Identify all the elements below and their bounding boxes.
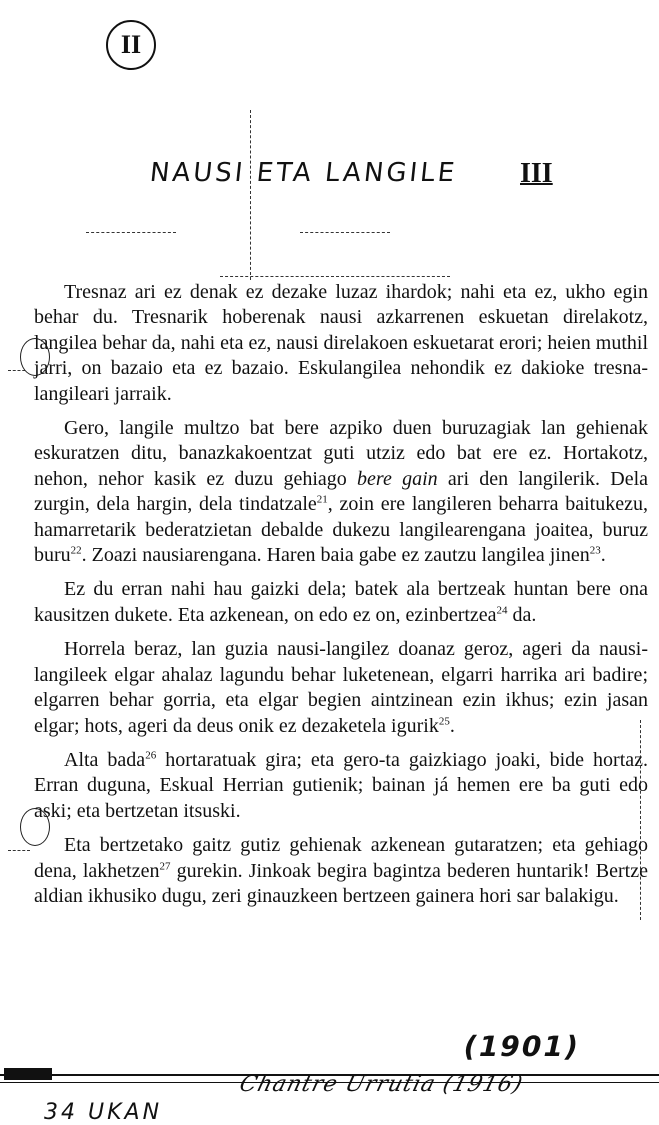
guide-mark	[250, 110, 251, 280]
handwritten-signature: Chantre Urrutia (1916)	[236, 1072, 526, 1097]
footnote-marker: 21	[316, 493, 328, 506]
guide-mark	[8, 850, 30, 851]
guide-mark	[300, 232, 390, 233]
footnote-marker: 22	[70, 544, 82, 557]
footnote-marker: 25	[438, 714, 450, 727]
circled-numeral	[106, 20, 156, 70]
handwritten-year: (1901)	[460, 1030, 584, 1063]
footnote-marker: 27	[159, 859, 171, 872]
footnote-marker: 23	[589, 544, 601, 557]
italic-phrase: bere gain	[357, 467, 438, 490]
paragraph: Eta bertzetako gaitz gutiz gehienak azkenean gutaratzen; eta gehiago dena, lakhetzen$^{27}$ gurekin. Jinkoak begira bagintza bederen huntarik! Bertze aldian ikhusiko dugu, zeri ginauzkeen bertzeen gainera hori sar balakigu.	[34, 834, 648, 907]
footnote-marker: 26	[145, 749, 157, 762]
paragraph: Ez du erran nahi hau gaizki dela; batek ala bertzeak huntan bere ona kausitzen dukete. Eta azkenean, on edo ez on, ezinbertzea$^{24}$ da.	[34, 578, 648, 626]
guide-mark	[220, 276, 450, 277]
circled-numeral-text: II	[120, 30, 142, 59]
section-numeral: III	[520, 158, 553, 189]
document-body	[34, 280, 648, 909]
footer-line: 34 UKAN	[44, 1100, 163, 1125]
footnote-marker: 24	[496, 604, 508, 617]
paragraph: Gero, langile multzo bat bere azpiko duen buruzagiak lan gehienak eskuratzen ditu, banazkakoentzat guti utziz edo bat ere ez. Hortakotz, nehon, nehor kasik ez duzu gehiago bere gain ari den langilerik. Dela zurgin, dela hargin, dela tindatzale$^{21}$, zoin ere langileren beharra baitukezu, hamarretarik bederatzietan debalde dukezu langilearengana joaitea, buruz buru$^{22}$. Zoazi nausiarengana. Haren baia gabe ez zautzu langilea jinen$^{23}$.	[34, 417, 648, 567]
page-title: NAUSI ETA LANGILE	[148, 158, 459, 188]
paragraph: Horrela beraz, lan guzia nausi-langilez doanaz geroz, ageri da nausi-langileek elgar ahalaz lagundu behar luketenean, elgarri harrika ari badire; elgarren behar gorria, eta elgar begien aintzinean ezin ikhus; ezin jasan elgar; hots, ageri da deus onik ez dezaketela igurik$^{25}$.	[34, 638, 648, 737]
paragraph: Tresnaz ari ez denak ez dezake luzaz ihardok; nahi eta ez, ukho egin behar du. Tresnarik hoberenak nausi azkarrenen eskuetan direlakotz, langilea behar da, nahi eta ez, nausi direlakoen eskuetarat erori; heien muthil jarri, on bazaio eta ez bazaio. Eskulangilea nehondik ez dakioke tresna-langileari jarraik.	[34, 281, 648, 405]
guide-mark	[86, 232, 176, 233]
paragraph: Alta bada$^{26}$ hortaratuak gira; eta gero-ta gaizkiago joaki, bide hortaz. Erran duguna, Eskual Herrian gutienik; bainan já hemen ere ba guti edo aski; eta bertzetan itsuski.	[34, 748, 649, 822]
